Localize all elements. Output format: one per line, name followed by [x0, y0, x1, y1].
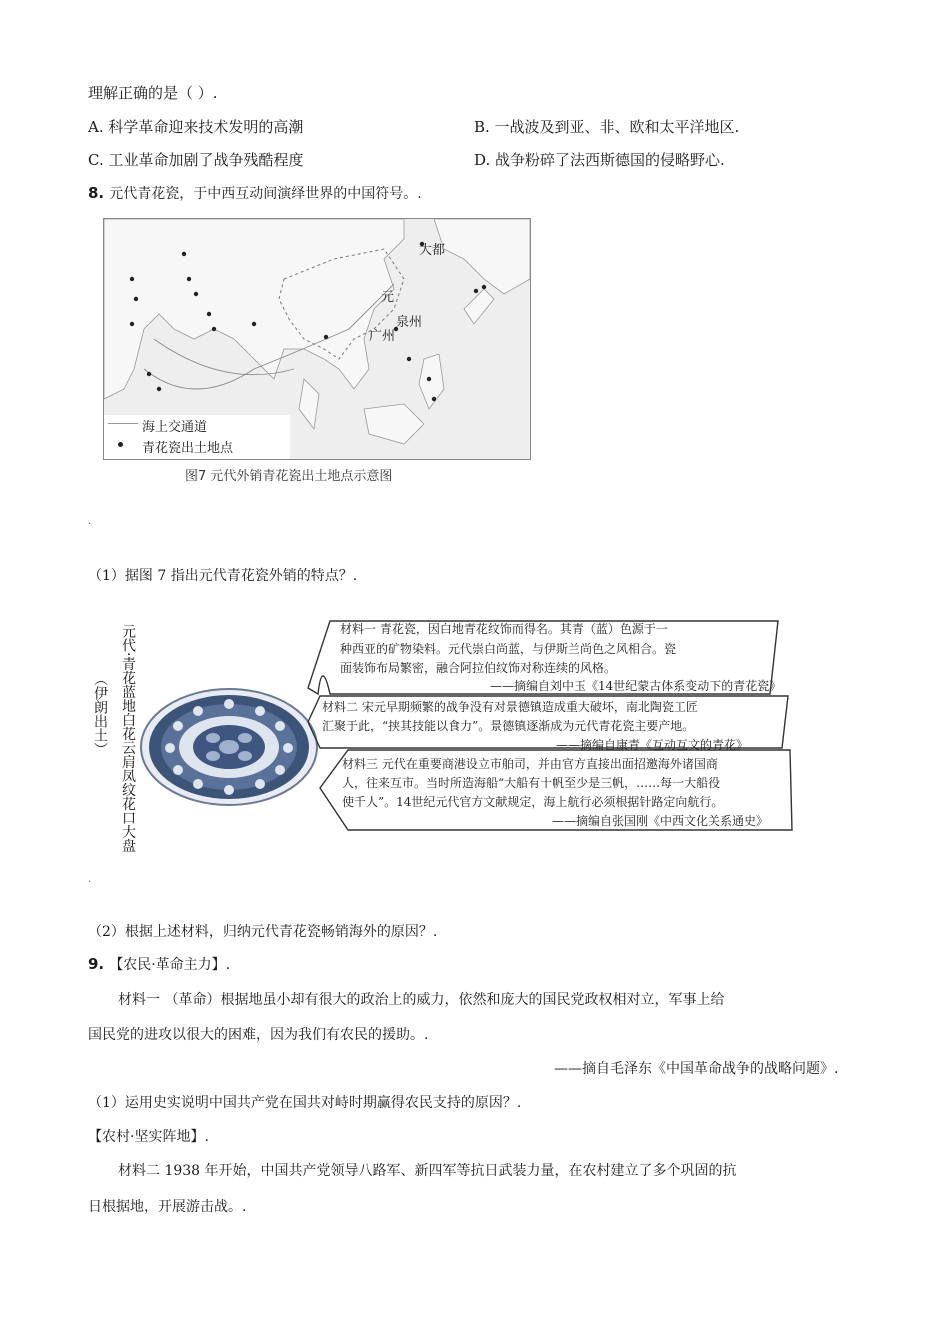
paragraph-mark: . — [88, 516, 92, 527]
plate-origin: （伊朗出土） — [92, 672, 108, 756]
q9-material1-line1: 材料一 （革命）根据地虽小却有很大的政治上的威力，依然和庞大的国民党政权相对立，军事上给 — [118, 992, 725, 1008]
q9-material2-line1: 材料二 1938 年开始，中国共产党领导八路军、新四军等抗日武装力量，在农村建立了多个巩固的抗 — [118, 1163, 737, 1179]
q9-header — [88, 954, 230, 974]
map-caption: 图7 元代外销青花瓷出土地点示意图 — [185, 469, 393, 484]
map-label-quanzhou: 泉州 — [396, 315, 423, 330]
map-legend — [104, 415, 290, 459]
q8-sub1: （1）据图 7 指出元代青花瓷外销的特点？. — [88, 568, 358, 584]
legend-route-line — [108, 423, 138, 424]
q8-header — [88, 183, 422, 203]
q7-option-d[interactable]: D. 战争粉碎了法西斯德国的侵略野心. — [474, 151, 725, 169]
material1-source: ——摘编自刘中玉《14世纪蒙古体系变动下的青花瓷》 — [490, 679, 782, 693]
q7-option-b[interactable]: B. 一战波及到亚、非、欧和太平洋地区. — [474, 118, 740, 136]
legend-route-label: 海上交通道 — [142, 420, 208, 435]
legend-site-dot — [118, 442, 123, 447]
q9-material2-line2: 日根据地，开展游击战。. — [88, 1199, 247, 1215]
material2-source: ——摘编自康青《互动互文的青花》 — [556, 738, 749, 752]
material3-line1: 材料三 元代在重要商港设立市舶司，并由官方直接出面招邀海外诸国商 — [342, 757, 718, 771]
material3-line3: 使千人”。14世纪元代官方文献规定，海上航行必须根据针路定向航行。 — [342, 795, 724, 809]
plate-caption: 元代·青花蓝地白花云肩凤纹花口大盘 — [120, 624, 136, 853]
q8-number: 8. — [88, 184, 105, 202]
q9-number: 9. — [88, 955, 105, 973]
q8-sub2: （2）根据上述材料，归纳元代青花瓷畅销海外的原因？. — [88, 924, 438, 940]
yuan-export-map — [103, 218, 531, 460]
map-label-dadu: 大都 — [419, 243, 446, 258]
material2-line1: 材料二 宋元早期频繁的战争没有对景德镇造成重大破坏，南北陶瓷工匠 — [322, 700, 698, 714]
map-label-yuan: 元 — [381, 290, 395, 305]
q8-stem: 元代青花瓷，于中西互动间演绎世界的中国符号。. — [109, 186, 422, 202]
material3-source: ——摘编自张国刚《中西文化关系通史》 — [552, 814, 769, 828]
q7-option-c[interactable]: C. 工业革命加剧了战争残酷程度 — [88, 151, 304, 169]
q9-heading2: 【农村·坚实阵地】. — [88, 1129, 209, 1145]
q7-stem-end: 理解正确的是（ ）. — [88, 84, 218, 102]
q9-sub1: （1）运用史实说明中国共产党在国共对峙时期赢得农民支持的原因？. — [88, 1095, 522, 1111]
q7-option-a[interactable]: A. 科学革命迎来技术发明的高潮 — [88, 118, 304, 136]
legend-site-label: 青花瓷出土地点 — [142, 441, 234, 456]
paragraph-mark-2: . — [88, 874, 92, 885]
material2-line2: 汇聚于此，“挟其技能以食力”。景德镇逐渐成为元代青花瓷主要产地。 — [322, 719, 695, 733]
q9-heading: 【农民·革命主力】. — [109, 957, 231, 973]
map-label-guangzhou: 广州 — [369, 329, 396, 344]
material1-line3: 面装饰布局繁密，融合阿拉伯纹饰对称连续的风格。 — [340, 661, 617, 675]
material1-line1: 材料一 青花瓷，因白地青花纹饰而得名。其青（蓝）色源于一 — [340, 622, 668, 636]
material3-line2: 人，往来互市。当时所造海船“大船有十帆至少是三帆，……每一大船役 — [342, 776, 721, 790]
blue-white-plate-image — [138, 686, 320, 808]
q9-material1-source: ——摘自毛泽东《中国革命战争的战略问题》. — [554, 1061, 839, 1077]
material1-line2: 种西亚的矿物染料。元代崇白尚蓝，与伊斯兰尚色之风相合。瓷 — [340, 642, 677, 656]
q9-material1-line2: 国民党的进攻以很大的困难，因为我们有农民的援助。. — [88, 1027, 429, 1043]
